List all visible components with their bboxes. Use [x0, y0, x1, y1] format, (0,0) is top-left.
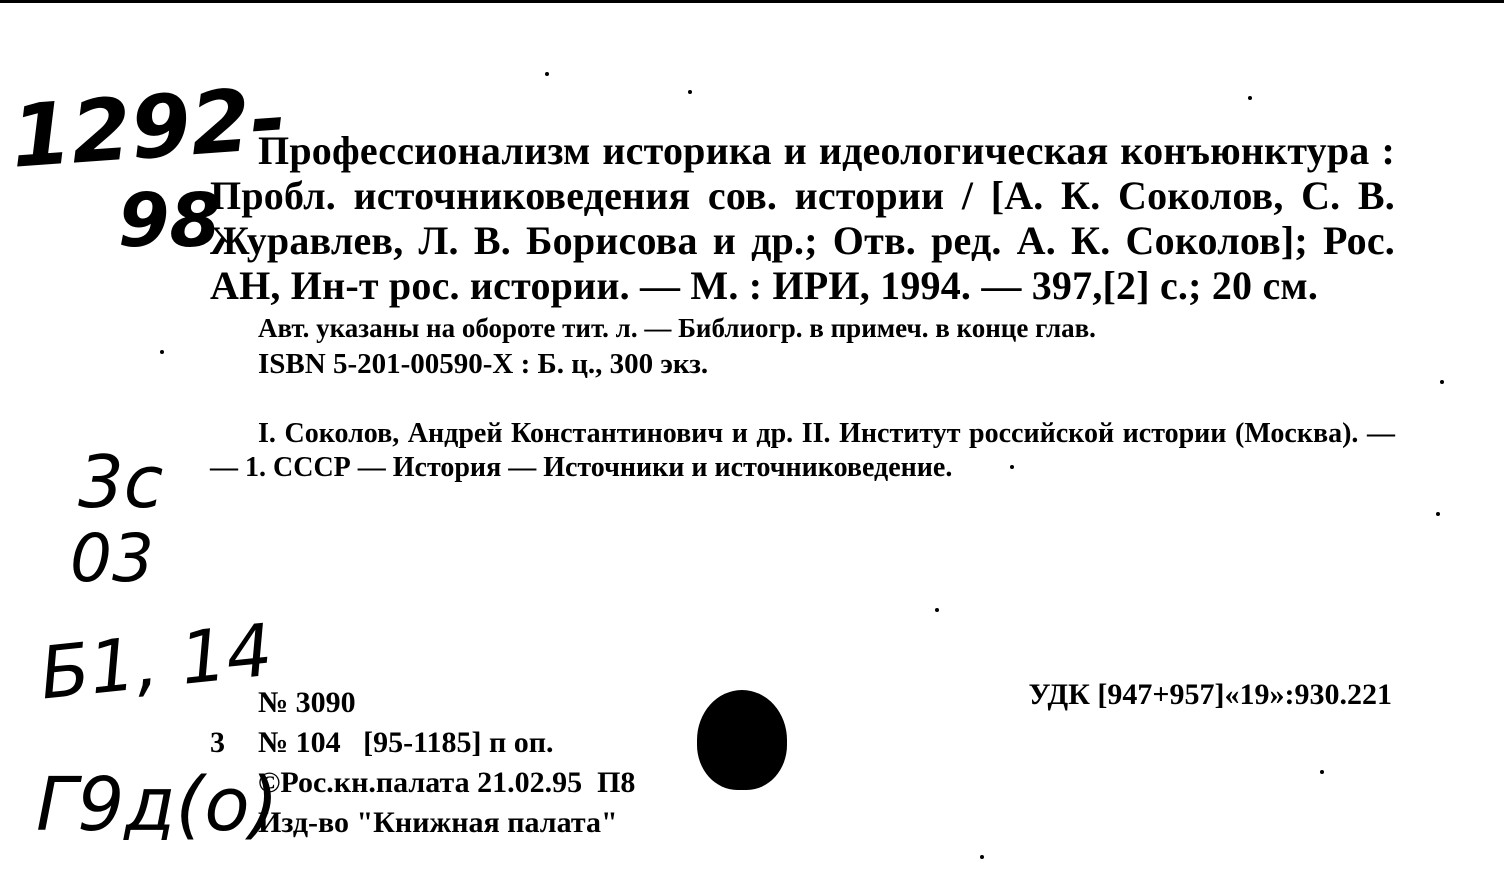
- scan-speck: [1248, 96, 1252, 100]
- bibliographic-description: [210, 128, 1395, 485]
- record-block: [210, 683, 635, 843]
- scan-speck: [935, 608, 939, 612]
- scan-speck: [160, 350, 164, 354]
- record-prefix: 3: [210, 726, 225, 759]
- handwritten-code-d: Г9д(о): [36, 762, 279, 848]
- scan-speck: [545, 72, 549, 76]
- scan-speck: [688, 90, 692, 94]
- ink-blot: [697, 690, 787, 790]
- udk-classification: УДК [947+957]«19»:930.221: [1028, 678, 1392, 711]
- handwritten-shelf-bottom: 98: [118, 178, 221, 264]
- handwritten-shelf-top: 1292-: [8, 68, 290, 188]
- handwritten-code-c: Б1, 14: [36, 607, 277, 716]
- tracings: I. Соколов, Андрей Константинович и др. II. Институт российской истории (Москва). — — 1. СССР — История — Источники и источниковедение.: [210, 418, 1395, 483]
- record-line-3: ©Рос.кн.палата 21.02.95 П8: [258, 766, 636, 799]
- title-and-responsibility: Профессионализм историка и идеологическая конъюнктура : Пробл. источниковедения сов. истории / [А. К. Соколов, С. В. Журавлев, Л. В. Борисова и др.; Отв. ред. А. К. Соколов]; Рос. АН, Ин-т рос. истории. — М. : ИРИ, 1994. — 397,[2] с.; 20 см.: [210, 128, 1395, 308]
- record-number: № 3090: [258, 686, 356, 719]
- card-top-edge: [0, 0, 1504, 3]
- handwritten-code-b: 03: [70, 520, 154, 597]
- handwritten-code-a: 3с: [78, 440, 164, 524]
- record-line-2: № 104 [95-1185] п оп.: [258, 726, 554, 759]
- isbn-line: ISBN 5-201-00590-X : Б. ц., 300 экз.: [258, 348, 709, 380]
- author-note: Авт. указаны на обороте тит. л. — Библиогр. в примеч. в конце глав.: [258, 313, 1096, 343]
- scan-speck: [980, 855, 984, 859]
- scan-speck: [1320, 770, 1324, 774]
- scan-speck: [1436, 512, 1440, 516]
- scan-speck: [1010, 465, 1014, 469]
- record-line-4: Изд-во "Книжная палата": [258, 806, 618, 839]
- scan-speck: [1440, 380, 1444, 384]
